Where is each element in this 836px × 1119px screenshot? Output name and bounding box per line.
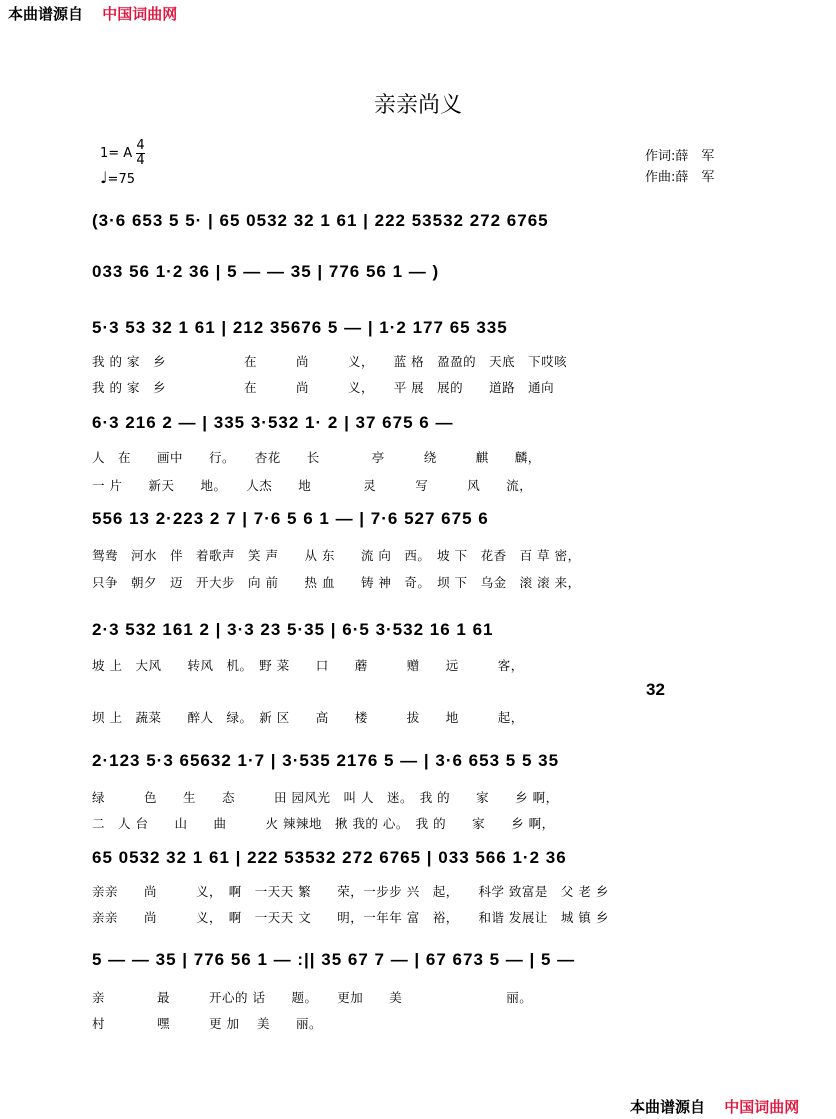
alternate-note: 32 (646, 680, 665, 699)
notation-text: 2·3 532 161 2 | 3·3 23 5·35 | 6·5 3·532 16 1 61 (92, 620, 494, 639)
staff-line-9 (86, 944, 746, 980)
lyric-line-9b: 村 嘿 更 加 美 丽。 (92, 1016, 322, 1031)
staff-line-4 (86, 407, 746, 443)
lyric-line-4a: 人 在 画中 行。 杏花 长 亭 绕 麒 麟， (92, 450, 541, 465)
notation-text: 6·3 216 2 — | 335 3·532 1· 2 | 37 675 6 — (92, 413, 454, 432)
lyric-line-4b: 一 片 新天 地。 人杰 地 灵 写 风 流， (92, 478, 533, 493)
source-site-link[interactable]: 中国词曲网 (724, 1098, 800, 1116)
source-footer-bottom (630, 1096, 799, 1117)
quarter-note-icon: ♩ (100, 168, 108, 187)
lyric-line-6a: 坡 上 大风 转风 机。 野 菜 口 蘑 赠 远 客， (92, 658, 524, 673)
source-prefix: 本曲谱源自 (630, 1098, 706, 1116)
source-site-link[interactable]: 中国词曲网 (102, 5, 178, 23)
key-label: 1= A (100, 146, 133, 161)
staff-line-1 (86, 205, 746, 241)
source-header-top (8, 3, 177, 24)
staff-line-5 (86, 503, 746, 539)
staff-line-7 (86, 745, 746, 781)
composer-credit: 作曲:薛 军 (645, 170, 715, 185)
lyricist-credit: 作词:薛 军 (645, 149, 715, 164)
notation-text: (3·6 653 5 5· | 65 0532 32 1 61 | 222 53532 272 6765 (92, 211, 549, 230)
lyric-line-8b: 亲亲 尚 义， 啊 一天天 文 明，一年年 富 裕， 和谐 发展让 城 镇 乡 (92, 910, 609, 925)
lyric-line-5a: 鸳鸯 河水 伴 着歌声 笑 声 从 东 流 向 西。 坡 下 花香 百 草 密， (92, 548, 581, 563)
lyric-line-3a: 我 的 家 乡 在 尚 义， 蓝 格 盈盈的 天底 下哎咳 (92, 354, 568, 369)
notation-text: 2·123 5·3 65632 1·7 | 3·535 2176 5 — | 3·6 653 5 5 35 (92, 751, 560, 770)
staff-line-8 (86, 842, 746, 878)
source-prefix: 本曲谱源自 (8, 5, 84, 23)
staff-line-3 (86, 312, 746, 348)
notation-text: 5·3 53 32 1 61 | 212 35676 5 — | 1·2 177 65 335 (92, 318, 508, 337)
lyric-line-3b: 我 的 家 乡 在 尚 义， 平 展 展的 道路 通向 (92, 380, 555, 395)
lyric-line-7b: 二 人 台 山 曲 火 辣辣地 揪 我的 心。 我 的 家 乡 啊， (92, 816, 555, 831)
staff-line-2 (86, 256, 746, 292)
lyric-line-8a: 亲亲 尚 义， 啊 一天天 繁 荣，一步步 兴 起， 科学 致富是 父 老 乡 (92, 884, 609, 899)
tempo-value: =75 (107, 172, 135, 187)
tempo-marking (100, 168, 135, 187)
lyric-line-9a: 亲 最 开心的 话 题。 更加 美 丽。 (92, 990, 533, 1005)
page-title: 亲亲尚义 (373, 93, 462, 118)
lyric-line-6b: 坝 上 蔬菜 醉人 绿。 新 区 高 楼 拔 地 起， (92, 710, 524, 725)
lyric-line-5b: 只争 朝夕 迈 开大步 向 前 热 血 铸 神 奇。 坝 下 乌金 滚 滚 来， (92, 575, 581, 590)
notation-text: 5 — — 35 | 776 56 1 — :|| 35 67 7 — | 67 673 5 — | 5 — (92, 950, 576, 969)
notation-text: 556 13 2·223 2 7 | 7·6 5 6 1 — | 7·6 527 675 6 (92, 509, 489, 528)
notation-text: 65 0532 32 1 61 | 222 53532 272 6765 | 033 566 1·2 36 (92, 848, 567, 867)
notation-text: 033 56 1·2 36 | 5 — — 35 | 776 56 1 — ) (92, 262, 440, 281)
time-signature: $\frac{4}{4}$ (136, 138, 145, 168)
staff-line-6 (86, 614, 746, 650)
key-signature (100, 139, 145, 168)
lyric-line-7a: 绿 色 生 态 田 园风光 叫 人 迷。 我 的 家 乡 啊， (92, 790, 559, 805)
